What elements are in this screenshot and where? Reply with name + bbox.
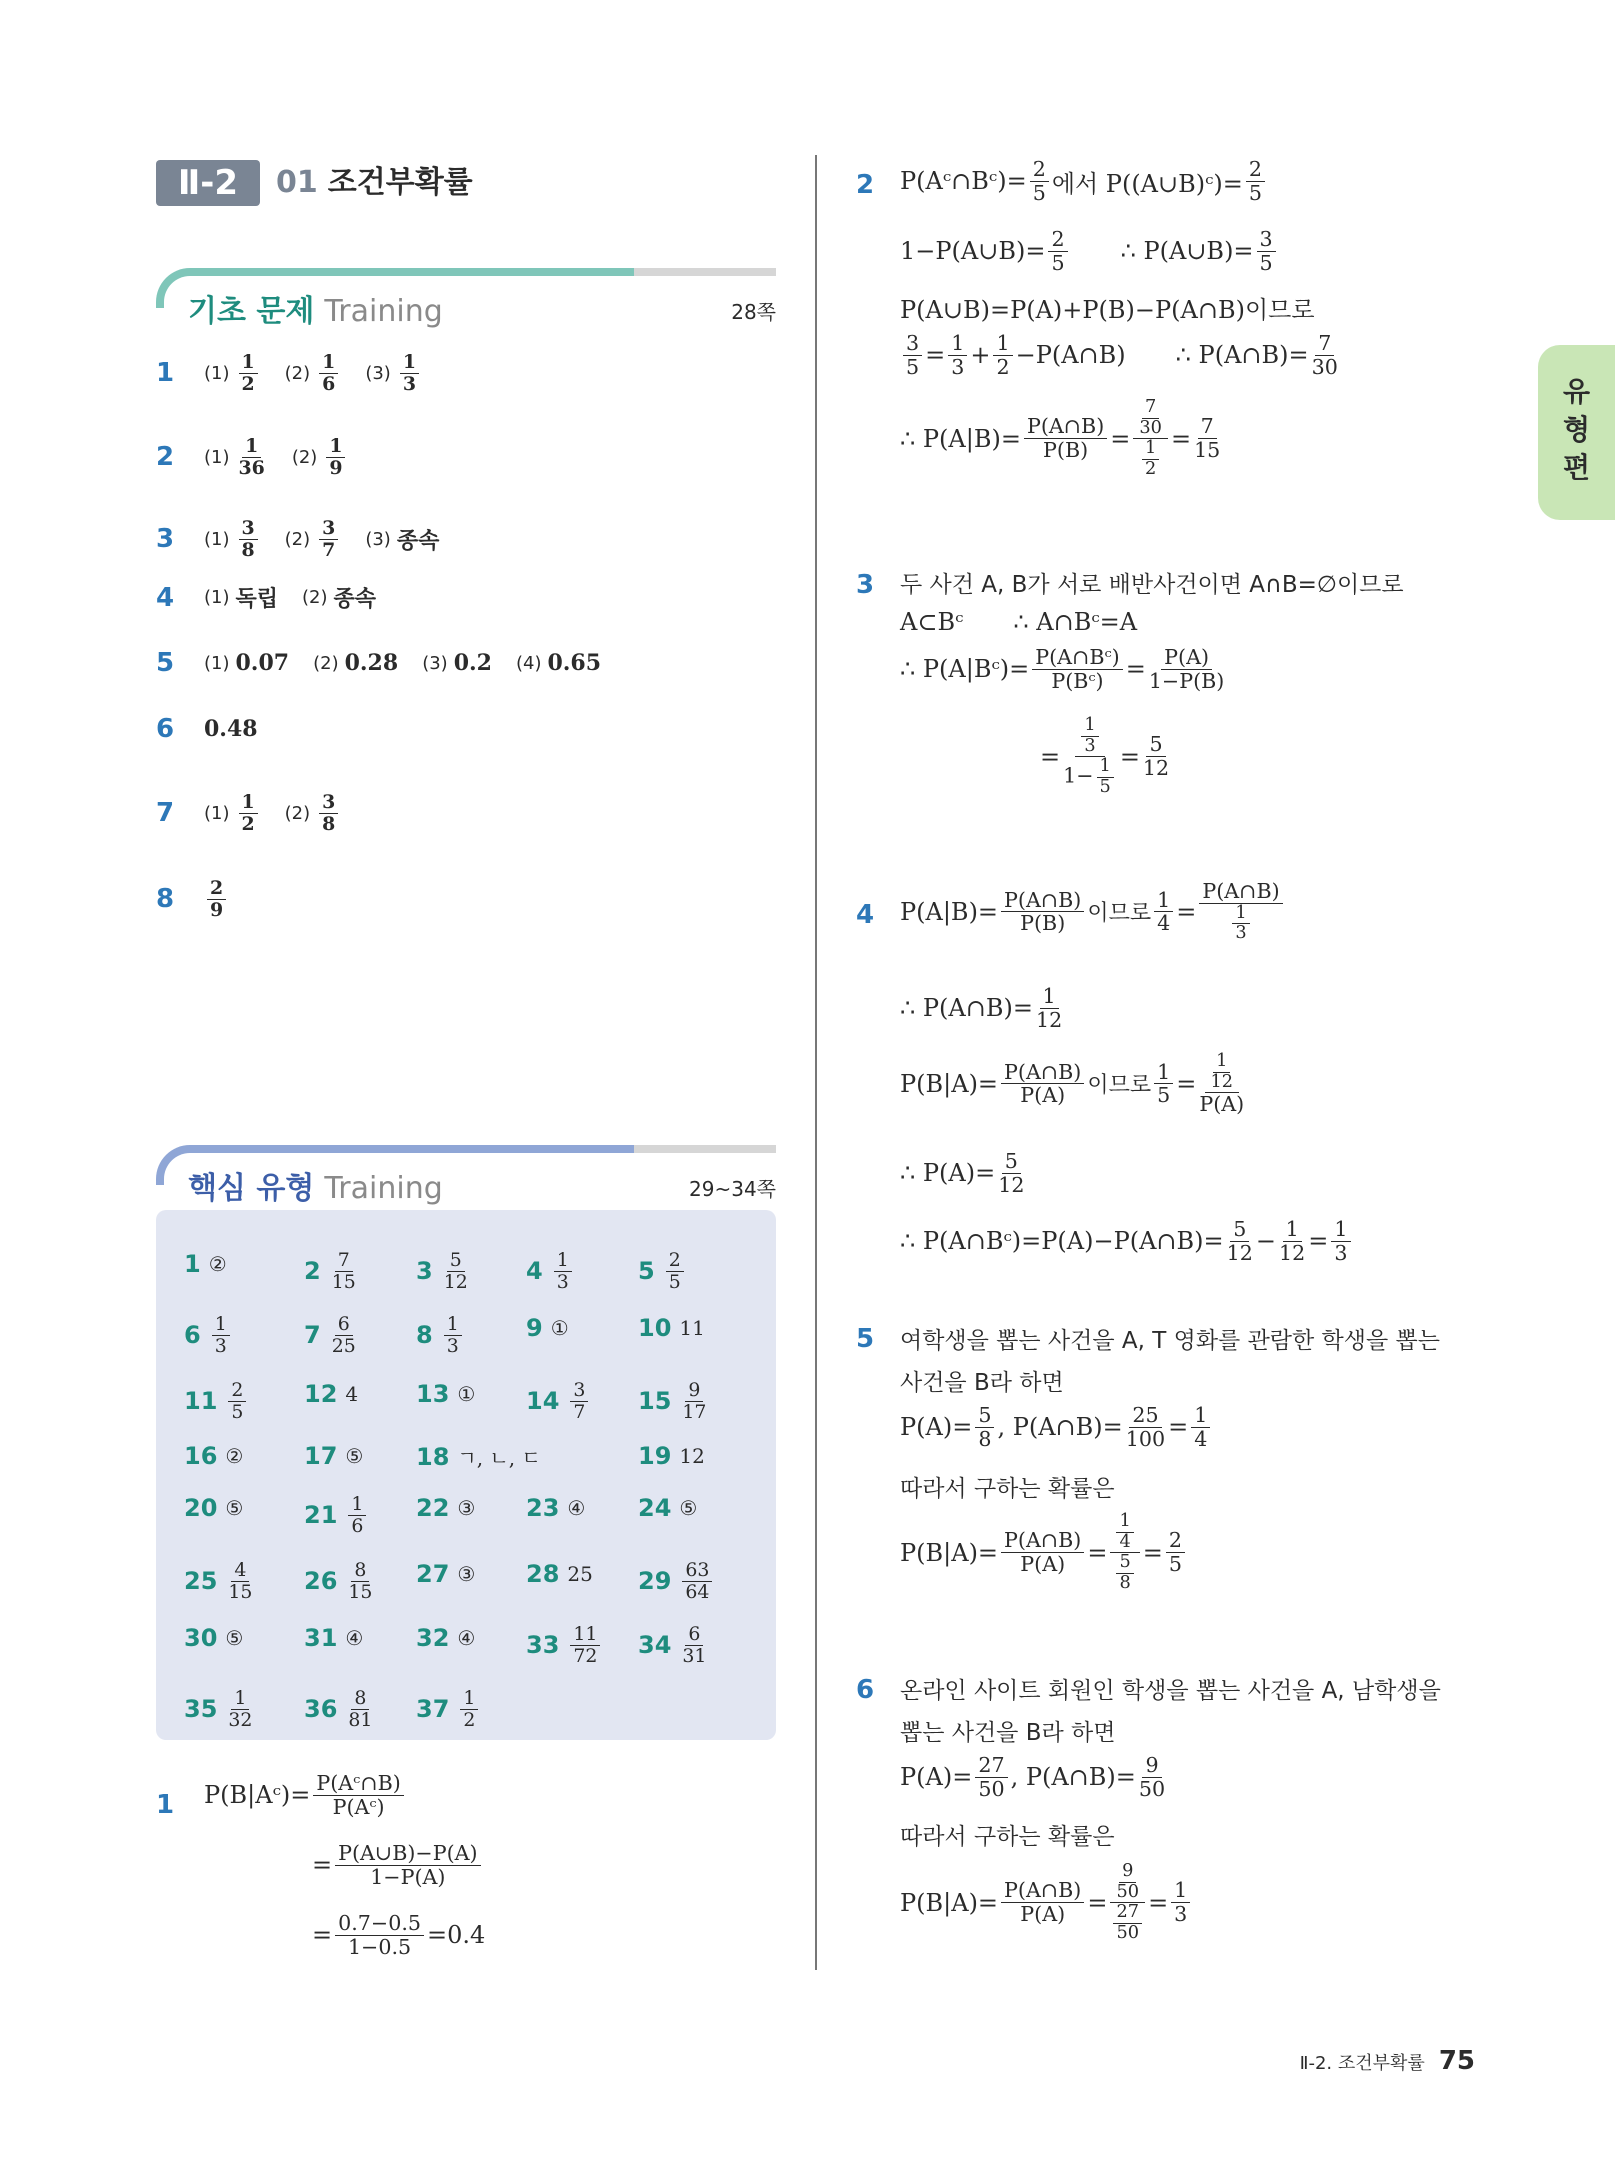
solution-4-number: 4 bbox=[856, 900, 875, 930]
core-answer bbox=[416, 1380, 475, 1408]
core-answer-fraction: $\frac{2}{5}$ bbox=[666, 1250, 684, 1293]
basic-answer-part bbox=[516, 650, 601, 676]
core-answer-value: ⑤ bbox=[345, 1444, 364, 1468]
answer-value: 종속 bbox=[396, 527, 440, 554]
answer-fraction: $\frac{1}{6}$ bbox=[319, 352, 338, 395]
solution-6-line-4: 따라서 구하는 확률은 bbox=[900, 1824, 1115, 1850]
core-answer-number: 3 bbox=[416, 1257, 433, 1286]
core-answer-value: ③ bbox=[457, 1496, 476, 1520]
solution-2-line-4: $\frac{3}{5}$ = $\frac{1}{3}$ + $\frac{1}{2}$ −P(A∩B) ∴ P(A∩B)= $\frac{7}{30}$ bbox=[900, 332, 1341, 378]
column-divider bbox=[815, 155, 817, 1970]
answer-value: 0.07 bbox=[235, 650, 290, 676]
core-answer bbox=[416, 1250, 471, 1293]
core-answer-number: 21 bbox=[304, 1501, 338, 1530]
core-answer bbox=[526, 1494, 585, 1522]
chapter-number: 01 bbox=[276, 165, 318, 200]
basic-answer-part bbox=[204, 792, 261, 835]
part-label: (1) bbox=[204, 802, 230, 824]
core-answer-number: 16 bbox=[184, 1442, 218, 1470]
core-answer-fraction: $\frac{8}{15}$ bbox=[348, 1559, 373, 1603]
core-answer-number: 8 bbox=[416, 1321, 433, 1350]
solution-3-line-1: 두 사건 A, B가 서로 배반사건이면 A∩B=∅이므로 bbox=[900, 572, 1404, 598]
core-answer bbox=[638, 1624, 709, 1667]
core-answer bbox=[304, 1560, 375, 1603]
core-answer-fraction: $\frac{1}{6}$ bbox=[348, 1494, 366, 1537]
core-answer-number: 7 bbox=[304, 1321, 321, 1350]
core-answer-number: 15 bbox=[638, 1387, 672, 1416]
part-label: (3) bbox=[365, 528, 391, 550]
core-answer bbox=[416, 1442, 541, 1471]
basic-answer-row bbox=[156, 648, 625, 678]
basic-answer-part bbox=[204, 518, 261, 561]
solution-3-number: 3 bbox=[856, 570, 875, 600]
core-page-ref: 29~34쪽 bbox=[689, 1177, 776, 1201]
core-answer-number: 18 bbox=[416, 1442, 450, 1471]
solution-4-line-3: P(B|A)= $\frac{P(A\cap B)}{P(A)}$ 이므로 $\frac{1}{5}$ = $\frac{\frac{1}{12}}{P(A)}$ bbox=[900, 1051, 1245, 1117]
core-answer-fraction: $\frac{4}{15}$ bbox=[228, 1559, 253, 1603]
basic-answer-number: 2 bbox=[156, 442, 175, 473]
basic-answer-part bbox=[204, 352, 261, 395]
core-answer bbox=[416, 1560, 475, 1588]
core-answer-number: 22 bbox=[416, 1494, 450, 1522]
core-answer bbox=[638, 1442, 705, 1470]
basic-answer-part bbox=[313, 650, 398, 676]
answer-fraction: $\frac{1}{36}$ bbox=[238, 435, 265, 479]
basic-answer-part bbox=[422, 650, 492, 676]
part-label: (4) bbox=[515, 652, 542, 674]
core-answer-number: 5 bbox=[638, 1257, 655, 1286]
page-number: 75 bbox=[1438, 2046, 1475, 2076]
core-answer-number: 6 bbox=[184, 1321, 201, 1350]
core-answer-fraction: $\frac{9}{17}$ bbox=[682, 1379, 707, 1423]
core-answer bbox=[416, 1688, 481, 1731]
basic-page-ref: 28쪽 bbox=[731, 300, 776, 324]
basic-answer-number: 4 bbox=[156, 582, 175, 613]
core-answer-fraction: $\frac{6}{25}$ bbox=[331, 1313, 356, 1357]
core-answer-value: ⑤ bbox=[679, 1496, 698, 1520]
basic-answer-row bbox=[156, 518, 463, 561]
solution-5-line-4: 따라서 구하는 확률은 bbox=[900, 1476, 1115, 1502]
basic-answer-part bbox=[292, 436, 349, 479]
core-answer-fraction: $\frac{1}{3}$ bbox=[444, 1314, 462, 1357]
core-answer-fraction: $\frac{8}{81}$ bbox=[348, 1687, 373, 1731]
solution-4-line-5: ∴ P(A∩Bᶜ)=P(A)−P(A∩B)= $\frac{5}{12}$ − $\frac{1}{12}$ = $\frac{1}{3}$ bbox=[900, 1218, 1354, 1264]
core-answer-value: 11 bbox=[679, 1316, 705, 1340]
core-answer bbox=[184, 1250, 227, 1278]
basic-answer-row bbox=[156, 436, 372, 479]
core-answer-number: 26 bbox=[304, 1567, 338, 1596]
basic-answer-part bbox=[365, 524, 439, 555]
core-answer-number: 4 bbox=[526, 1257, 543, 1286]
core-answer-number: 34 bbox=[638, 1631, 672, 1660]
core-answer-number: 13 bbox=[416, 1380, 450, 1408]
part-label: (2) bbox=[284, 362, 311, 384]
basic-answer-row bbox=[156, 352, 446, 395]
basic-answer-number: 3 bbox=[156, 524, 175, 555]
core-answer-fraction: $\frac{3}{7}$ bbox=[570, 1380, 588, 1423]
core-title-en: Training bbox=[324, 1171, 443, 1206]
solution-5-number: 5 bbox=[856, 1324, 875, 1354]
solution-2-number: 2 bbox=[856, 170, 875, 200]
part-label: (1) bbox=[204, 587, 230, 608]
core-answer-value: ② bbox=[208, 1252, 227, 1276]
answer-value: 0.48 bbox=[204, 716, 258, 742]
core-answer-number: 27 bbox=[416, 1560, 450, 1588]
core-answer bbox=[304, 1250, 359, 1293]
core-answer bbox=[304, 1624, 363, 1652]
core-answer-fraction: $\frac{1}{3}$ bbox=[554, 1250, 572, 1293]
core-answer bbox=[304, 1380, 358, 1408]
core-answer bbox=[416, 1624, 475, 1652]
solution-1-line-2: = $\frac{P(A\cup B)-P(A)}{1-P(A)}$ bbox=[312, 1842, 484, 1888]
core-answer-number: 36 bbox=[304, 1695, 338, 1724]
core-title: 핵심 유형 bbox=[188, 1171, 315, 1206]
solution-6-number: 6 bbox=[856, 1675, 875, 1705]
core-answer-number: 17 bbox=[304, 1442, 338, 1470]
basic-answer-number: 7 bbox=[156, 798, 175, 829]
answer-value: 0.2 bbox=[453, 650, 492, 676]
basic-answer-part bbox=[204, 650, 289, 676]
core-answer-box bbox=[156, 1210, 776, 1740]
basic-answer-part bbox=[204, 716, 258, 742]
core-answer-fraction: $\frac{7}{15}$ bbox=[331, 1249, 356, 1293]
core-answer-number: 23 bbox=[526, 1494, 560, 1522]
part-label: (2) bbox=[302, 587, 328, 608]
basic-answer-part bbox=[365, 352, 422, 395]
basic-answer-number: 6 bbox=[156, 714, 175, 744]
core-answer-value: ④ bbox=[457, 1626, 476, 1650]
core-answer-fraction: $\frac{63}{64}$ bbox=[682, 1560, 712, 1603]
core-answer-number: 30 bbox=[184, 1624, 218, 1652]
basic-section-header bbox=[156, 268, 776, 348]
core-answer bbox=[638, 1314, 705, 1342]
core-answer bbox=[638, 1560, 715, 1603]
answer-value: 0.65 bbox=[547, 650, 602, 676]
core-answer bbox=[416, 1494, 475, 1522]
core-answer-value: ⑤ bbox=[225, 1626, 244, 1650]
solution-6-line-1: 온라인 사이트 회원인 학생을 뽑는 사건을 A, 남학생을 bbox=[900, 1678, 1441, 1704]
solution-3-line-2: A⊂Bᶜ ∴ A∩Bᶜ=A bbox=[900, 608, 1138, 636]
solution-2-line-3: P(A∪B)=P(A)+P(B)−P(A∩B)이므로 bbox=[900, 296, 1315, 324]
part-label: (1) bbox=[204, 446, 230, 468]
basic-answer-row bbox=[156, 792, 365, 835]
part-label: (2) bbox=[284, 528, 311, 550]
basic-answer-row bbox=[156, 878, 253, 921]
core-answer-fraction: $\frac{2}{5}$ bbox=[228, 1380, 246, 1423]
basic-answer-part bbox=[285, 352, 342, 395]
core-answer-value: ③ bbox=[457, 1562, 476, 1586]
core-answer-number: 10 bbox=[638, 1314, 672, 1342]
chapter-title bbox=[276, 160, 473, 206]
basic-answer-number: 1 bbox=[156, 358, 175, 389]
answer-fraction: $\frac{3}{8}$ bbox=[319, 792, 338, 835]
core-answer bbox=[526, 1560, 593, 1588]
solution-2-line-2: 1−P(A∪B)= $\frac{2}{5}$ ∴ P(A∪B)= $\frac{3}{5}$ bbox=[900, 228, 1279, 274]
core-answer-number: 11 bbox=[184, 1387, 218, 1416]
core-answer-number: 28 bbox=[526, 1560, 560, 1588]
core-answer-value: ② bbox=[225, 1444, 244, 1468]
core-answer bbox=[638, 1250, 687, 1293]
core-answer bbox=[526, 1314, 569, 1342]
solution-1-line-3: = $\frac{0.7-0.5}{1-0.5}$ =0.4 bbox=[312, 1911, 486, 1959]
core-answer-fraction: $\frac{5}{12}$ bbox=[443, 1249, 468, 1293]
solution-6-line-5: P(B|A)= $\frac{P(A\cap B)}{P(A)}$ = $\frac{\frac{9}{50}}{\frac{27}{50}}$ = $\frac{1}{3}$ bbox=[900, 1862, 1193, 1943]
part-label: (3) bbox=[422, 652, 448, 674]
solution-1-number: 1 bbox=[156, 1790, 175, 1820]
core-answer-number: 9 bbox=[526, 1314, 543, 1342]
core-answer bbox=[184, 1314, 233, 1357]
core-answer bbox=[304, 1314, 359, 1357]
basic-answer-part bbox=[204, 878, 229, 921]
core-answer-value: 25 bbox=[567, 1562, 593, 1586]
solution-1-line-1: P(B|Aᶜ)= $\frac{\text{P(Aᶜ∩B)}}{\text{P(Aᶜ)}}$ bbox=[204, 1772, 407, 1818]
answer-value: 종속 bbox=[333, 586, 377, 612]
core-answer bbox=[526, 1624, 603, 1667]
core-answer-value: ① bbox=[550, 1316, 569, 1340]
solution-5-line-3: P(A)= $\frac{5}{8}$ , P(A∩B)= $\frac{25}{100}$ = $\frac{1}{4}$ bbox=[900, 1404, 1213, 1450]
core-answer-fraction: $\frac{11}{72}$ bbox=[570, 1624, 600, 1667]
core-answer bbox=[304, 1494, 369, 1537]
answer-fraction: $\frac{1}{9}$ bbox=[326, 436, 345, 479]
core-answer-value: ④ bbox=[567, 1496, 586, 1520]
unit-badge: Ⅱ-2 bbox=[156, 160, 260, 206]
core-answer bbox=[184, 1560, 255, 1603]
solution-4-line-4: ∴ P(A)= $\frac{5}{12}$ bbox=[900, 1149, 1025, 1197]
core-answer bbox=[184, 1624, 243, 1652]
answer-fraction: $\frac{1}{3}$ bbox=[400, 352, 419, 395]
core-answer bbox=[638, 1380, 709, 1423]
side-tab-label: 유 형 편 bbox=[1562, 375, 1591, 484]
answer-value: 독립 bbox=[235, 586, 279, 612]
core-answer bbox=[184, 1494, 243, 1522]
core-answer-value: 4 bbox=[345, 1382, 359, 1406]
core-answer-fraction: $\frac{1}{32}$ bbox=[228, 1687, 253, 1731]
basic-answer-part bbox=[204, 436, 268, 479]
basic-answer-row bbox=[156, 582, 400, 613]
core-answer bbox=[304, 1442, 363, 1470]
solution-3-line-4: = $\frac{1}{3}$ 1− $\frac{1}{5}$ = $\frac{5}{12}$ bbox=[1040, 715, 1170, 797]
core-answer-number: 2 bbox=[304, 1257, 321, 1286]
core-answer bbox=[638, 1494, 697, 1522]
core-answer-number: 12 bbox=[304, 1380, 338, 1408]
core-answer-number: 14 bbox=[526, 1387, 560, 1416]
solution-4-line-1: P(A|B)= $\frac{P(A\cap B)}{P(B)}$ 이므로 $\frac{1}{4}$ = $\frac{P(A\cap B)}{\frac{1}{3}}$ bbox=[900, 880, 1286, 944]
solution-6-line-2: 뽑는 사건을 B라 하면 bbox=[900, 1720, 1116, 1746]
basic-title: 기초 문제 bbox=[188, 294, 315, 329]
core-answer-number: 20 bbox=[184, 1494, 218, 1522]
basic-answer-part bbox=[285, 792, 342, 835]
basic-answer-number: 8 bbox=[156, 884, 175, 915]
part-label: (2) bbox=[291, 446, 318, 468]
answer-value: 0.28 bbox=[344, 650, 399, 676]
core-answer bbox=[184, 1688, 255, 1731]
solution-3-line-3: ∴ P(A|Bᶜ)= $\frac{\text{P(A∩Bᶜ)}}{\text{P(Bᶜ)}}$ = $\frac{P(A)}{1-P(B)}$ bbox=[900, 645, 1225, 693]
answer-fraction: $\frac{1}{2}$ bbox=[239, 792, 258, 835]
core-answer-number: 1 bbox=[184, 1250, 201, 1278]
basic-answer-row bbox=[156, 714, 282, 744]
solution-2-line-5: ∴ P(A|B)= $\frac{P(A\cap B)}{P(B)}$ = $\frac{\frac{7}{30}}{\frac{1}{2}}$ = $\frac{7}{15}$ bbox=[900, 397, 1221, 479]
core-answer-fraction: $\frac{1}{2}$ bbox=[460, 1688, 478, 1731]
basic-title-en: Training bbox=[324, 294, 443, 329]
core-answer-value: ㄱ, ㄴ, ㄷ bbox=[457, 1446, 541, 1470]
core-answer-number: 25 bbox=[184, 1567, 218, 1596]
solution-5-line-1: 여학생을 뽑는 사건을 A, T 영화를 관람한 학생을 뽑는 bbox=[900, 1328, 1440, 1354]
part-label: (1) bbox=[204, 652, 230, 674]
core-answer-value: ④ bbox=[345, 1626, 364, 1650]
core-answer bbox=[416, 1314, 465, 1357]
core-answer-number: 31 bbox=[304, 1624, 338, 1652]
page-footer bbox=[1300, 2046, 1475, 2076]
core-answer bbox=[526, 1250, 575, 1293]
answer-fraction: $\frac{1}{2}$ bbox=[239, 352, 258, 395]
core-answer bbox=[184, 1442, 243, 1470]
part-label: (2) bbox=[284, 802, 311, 824]
core-answer-number: 29 bbox=[638, 1567, 672, 1596]
core-answer-number: 32 bbox=[416, 1624, 450, 1652]
solution-2-line-1: P(Aᶜ∩Bᶜ)= $\frac{2}{5}$ 에서 P((A∪B)ᶜ)= $\frac{2}{5}$ bbox=[900, 158, 1268, 204]
chapter-title-text: 조건부확률 bbox=[327, 165, 473, 200]
core-answer bbox=[304, 1688, 375, 1731]
core-answer-value: 12 bbox=[679, 1444, 705, 1468]
basic-answer-part bbox=[285, 518, 342, 561]
part-label: (2) bbox=[313, 652, 339, 674]
basic-answer-part bbox=[302, 582, 376, 613]
part-label: (3) bbox=[365, 362, 391, 384]
core-answer bbox=[526, 1380, 591, 1423]
solution-4-line-2: ∴ P(A∩B)= $\frac{1}{12}$ bbox=[900, 984, 1063, 1032]
core-answer-fraction: $\frac{1}{3}$ bbox=[212, 1314, 230, 1357]
solution-5-line-2: 사건을 B라 하면 bbox=[900, 1370, 1064, 1396]
part-label: (1) bbox=[204, 362, 230, 384]
core-answer-value: ⑤ bbox=[225, 1496, 244, 1520]
solution-6-line-3: P(A)= $\frac{27}{50}$ , P(A∩B)= $\frac{9}{50}$ bbox=[900, 1753, 1166, 1801]
answer-fraction: $\frac{3}{7}$ bbox=[319, 518, 338, 561]
answer-fraction: $\frac{2}{9}$ bbox=[207, 878, 226, 921]
answer-fraction: $\frac{3}{8}$ bbox=[239, 518, 258, 561]
core-answer-number: 24 bbox=[638, 1494, 672, 1522]
core-answer-number: 35 bbox=[184, 1695, 218, 1724]
solution-5-line-5: P(B|A)= $\frac{P(A\cap B)}{P(A)}$ = $\frac{\frac{1}{4}}{\frac{5}{8}}$ = $\frac{2}{5}$ bbox=[900, 1512, 1188, 1593]
core-answer-fraction: $\frac{6}{31}$ bbox=[682, 1623, 707, 1667]
core-answer-number: 19 bbox=[638, 1442, 672, 1470]
side-tab[interactable] bbox=[1538, 345, 1615, 520]
core-answer-number: 33 bbox=[526, 1631, 560, 1660]
basic-answer-number: 5 bbox=[156, 648, 175, 678]
core-answer-number: 37 bbox=[416, 1695, 450, 1724]
basic-answer-part bbox=[204, 582, 278, 613]
core-answer bbox=[184, 1380, 249, 1423]
part-label: (1) bbox=[204, 528, 230, 550]
footer-chapter: Ⅱ-2. 조건부확률 bbox=[1299, 2053, 1425, 2074]
core-answer-value: ① bbox=[457, 1382, 476, 1406]
